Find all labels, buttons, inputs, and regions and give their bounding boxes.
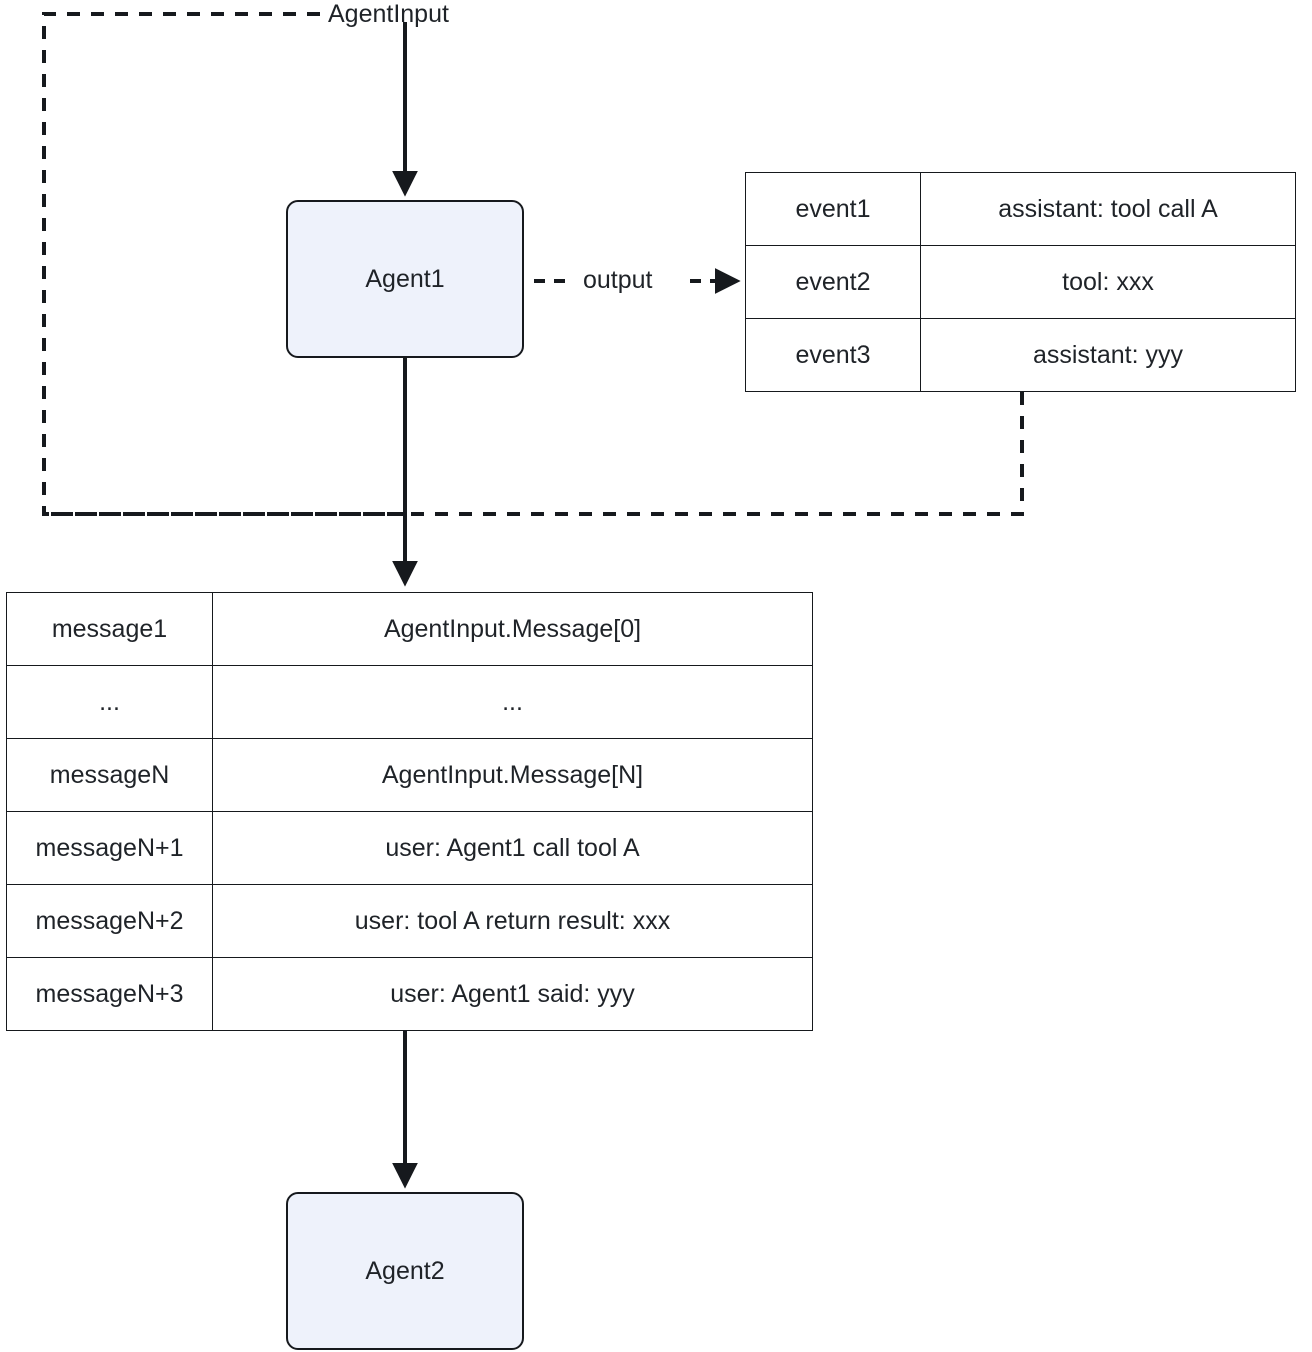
event-key: event3 [746, 319, 921, 392]
node-agent2[interactable] [286, 1192, 524, 1350]
message-value: user: tool A return result: xxx [213, 885, 813, 958]
node-agent2-label: Agent2 [365, 1256, 445, 1285]
node-agent1[interactable] [286, 200, 524, 358]
message-value: user: Agent1 call tool A [213, 812, 813, 885]
event-value: tool: xxx [921, 246, 1296, 319]
node-agent1-label: Agent1 [365, 264, 445, 293]
message-value: AgentInput.Message[0] [213, 593, 813, 666]
table-row [746, 173, 1296, 246]
table-row [7, 958, 813, 1031]
table-row [746, 246, 1296, 319]
message-key: messageN+3 [7, 958, 213, 1031]
message-value: AgentInput.Message[N] [213, 739, 813, 812]
message-key: message1 [7, 593, 213, 666]
agent-input-label: AgentInput [328, 0, 449, 28]
events-to-messages-dashed-path [44, 392, 1022, 514]
table-row [7, 666, 813, 739]
table-row [7, 739, 813, 812]
message-key: messageN+2 [7, 885, 213, 958]
messages-table [6, 592, 813, 1031]
output-label: output [583, 266, 653, 294]
event-key: event1 [746, 173, 921, 246]
message-key: messageN [7, 739, 213, 812]
event-value: assistant: yyy [921, 319, 1296, 392]
message-key: messageN+1 [7, 812, 213, 885]
table-row [7, 885, 813, 958]
message-key: ... [7, 666, 213, 739]
message-value: user: Agent1 said: yyy [213, 958, 813, 1031]
events-table [745, 172, 1296, 392]
table-row [746, 319, 1296, 392]
event-key: event2 [746, 246, 921, 319]
event-value: assistant: tool call A [921, 173, 1296, 246]
table-row [7, 593, 813, 666]
message-value: ... [213, 666, 813, 739]
table-row [7, 812, 813, 885]
